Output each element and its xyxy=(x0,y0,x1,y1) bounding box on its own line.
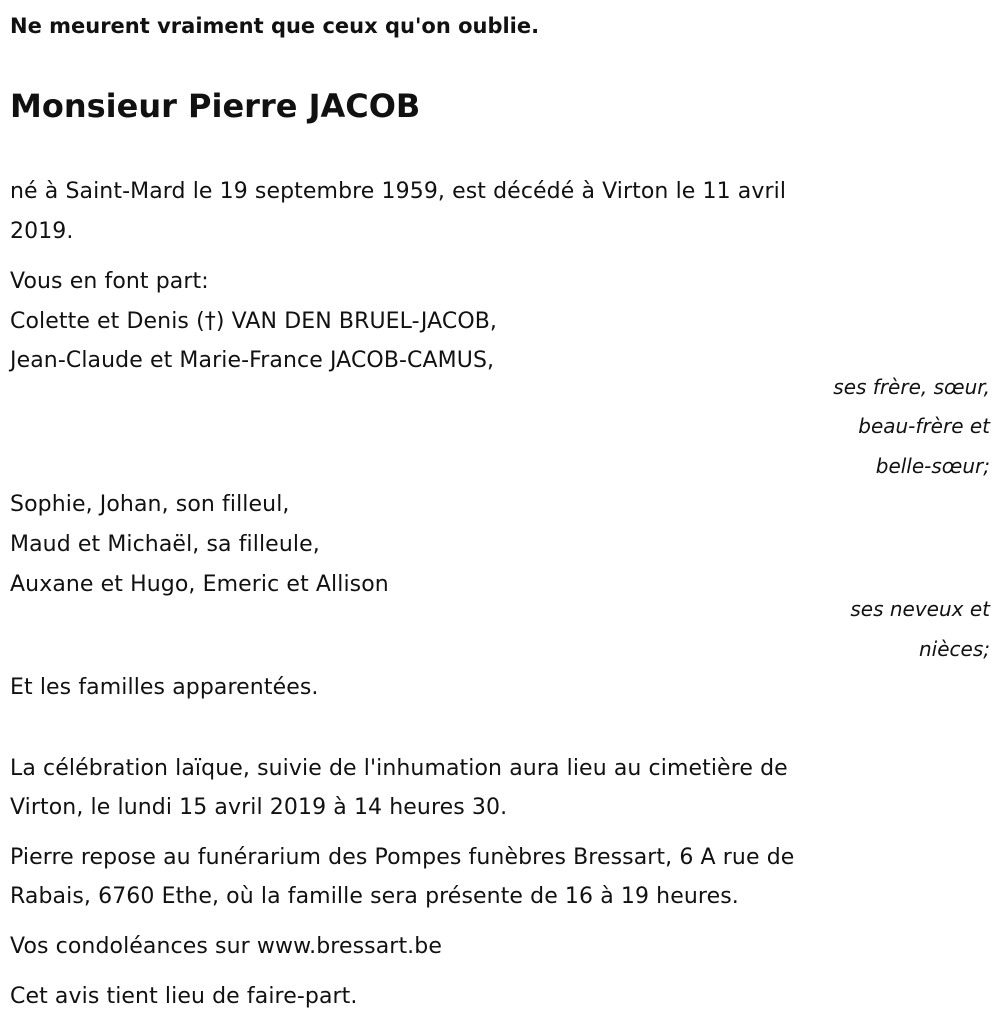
siblings-relation-1: ses frère, sœur, xyxy=(833,375,990,399)
obituary-notice xyxy=(10,0,990,1032)
ceremony-line-1: La célébration laïque, suivie de l'inhumation aura lieu au cimetière de xyxy=(10,756,788,781)
ceremony-line-2: Virton, le lundi 15 avril 2019 à 14 heures 30. xyxy=(10,795,508,820)
siblings-relation-2: beau-frère et xyxy=(858,414,990,438)
nephews-relation-2: nièces; xyxy=(919,637,990,661)
sibling-name-2: Jean-Claude et Marie-France JACOB-CAMUS, xyxy=(10,348,495,373)
nephew-name-1: Sophie, Johan, son filleul, xyxy=(10,492,290,517)
condolences-line: Vos condoléances sur www.bressart.be xyxy=(10,934,442,959)
announce-heading: Vous en font part: xyxy=(10,269,209,294)
birth-death-line-2: 2019. xyxy=(10,219,74,244)
nephew-name-2: Maud et Michaël, sa filleule, xyxy=(10,532,320,557)
funeral-home-line-1: Pierre repose au funérarium des Pompes funèbres Bressart, 6 A rue de xyxy=(10,845,795,870)
siblings-relation-3: belle-sœur; xyxy=(875,454,990,478)
nephews-relation-1: ses neveux et xyxy=(850,597,990,621)
closing-line: Cet avis tient lieu de faire-part. xyxy=(10,984,358,1009)
epigraph: Ne meurent vraiment que ceux qu'on oublie. xyxy=(10,14,540,38)
funeral-home-line-2: Rabais, 6760 Ethe, où la famille sera présente de 16 à 19 heures. xyxy=(10,884,739,909)
sibling-name-1: Colette et Denis (†) VAN DEN BRUEL-JACOB, xyxy=(10,309,498,334)
deceased-name-title: Monsieur Pierre JACOB xyxy=(10,87,421,125)
families-line: Et les familles apparentées. xyxy=(10,675,319,700)
birth-death-line-1: né à Saint-Mard le 19 septembre 1959, est décédé à Virton le 11 avril xyxy=(10,179,787,204)
nephew-name-3: Auxane et Hugo, Emeric et Allison xyxy=(10,572,389,597)
